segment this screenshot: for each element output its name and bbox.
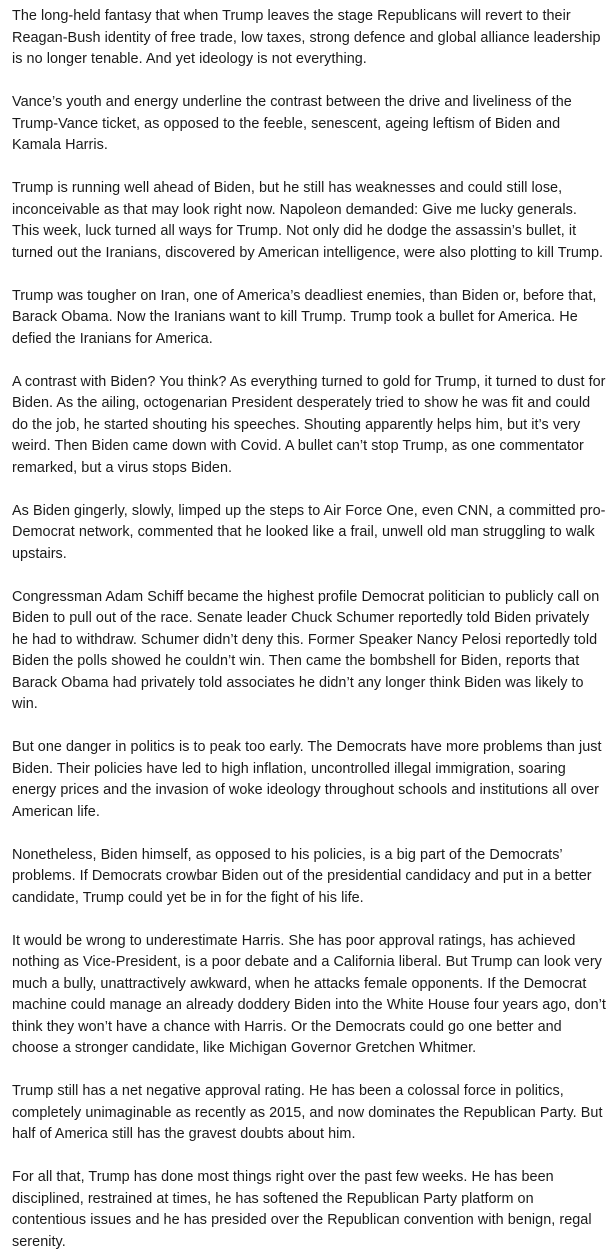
article-paragraph: Trump was tougher on Iran, one of America’s deadliest enemies, than Biden or, before that, Barack Obama. Now the Iranians want to kill Trump. Trump took a bullet for America. He defied the Iranians for America.: [12, 287, 597, 347]
article-paragraph: Vance’s youth and energy underline the contrast between the drive and liveliness of the Trump-Vance ticket, as opposed to the feeble, senescent, ageing leftism of Biden and Kamala Harris.: [12, 94, 572, 153]
article-paragraph: For all that, Trump has done most things right over the past few weeks. He has been disciplined, restrained at times, he has softened the Republican Party platform on contentious issues and he has presided over the Republican convention with benign, regal serenity.: [12, 1169, 592, 1250]
article-paragraph: But one danger in politics is to peak too early. The Democrats have more problems than just Biden. Their policies have led to high inflation, uncontrolled illegal immigration, soaring energy prices and the invasion of woke ideology throughout schools and institutions all over American life.: [12, 739, 602, 820]
article-paragraph: As Biden gingerly, slowly, limped up the steps to Air Force One, even CNN, a committed pro-Democrat network, commented that he looked like a frail, unwell old man struggling to walk upstairs.: [12, 502, 606, 562]
article-paragraph: Congressman Adam Schiff became the highest profile Democrat politician to publicly call on Biden to pull out of the race. Senate leader Chuck Schumer reportedly told Biden privately he had to withdraw. Schumer didn’t deny this. Former Speaker Nancy Pelosi reportedly told Biden the polls showed he couldn’t win. Then came the bombshell for Biden, reports that Barack Obama had privately told associates he didn’t any longer think Biden was likely to win.: [12, 588, 600, 712]
article-paragraph: Trump is running well ahead of Biden, but he still has weaknesses and could still lose, inconceivable as that may look right now. Napoleon demanded: Give me lucky generals. This week, luck turned all ways for Trump. Not only did he dodge the assassin’s bullet, it turned out the Iranians, discovered by American intelligence, were also plotting to kill Trump.: [12, 180, 604, 261]
article-body: [12, 6, 608, 1253]
article-paragraph: The long-held fantasy that when Trump leaves the stage Republicans will revert to their Reagan-Bush identity of free trade, low taxes, strong defence and global alliance leadership is no longer tenable. And yet ideology is not everything.: [12, 8, 601, 67]
article-paragraph: It would be wrong to underestimate Harris. She has poor approval ratings, has achieved nothing as Vice-President, is a poor debate and a California liberal. But Trump can look very much a bully, unattractively awkward, when he attacks female opponents. If the Democrat machine could manage an already doddery Biden into the White House four years ago, don’t think they won’t have a chance with Harris. Or the Democrats could go one better and choose a stronger candidate, like Michigan Governor Gretchen Whitmer.: [12, 932, 606, 1056]
article-paragraph: Trump still has a net negative approval rating. He has been a colossal force in politics, completely unimaginable as recently as 2015, and now dominates the Republican Party. But half of America still has the gravest doubts about him.: [12, 1083, 603, 1142]
article-paragraph: A contrast with Biden? You think? As everything turned to gold for Trump, it turned to dust for Biden. As the ailing, octogenarian President desperately tried to show he was fit and could do the job, he started shouting his speeches. Shouting apparently helps him, but it’s very weird. Then Biden came down with Covid. A bullet can’t stop Trump, as one commentator remarked, but a virus stops Biden.: [12, 373, 606, 476]
article-paragraph: Nonetheless, Biden himself, as opposed to his policies, is a big part of the Democrats’ problems. If Democrats crowbar Biden out of the presidential candidacy and put in a better candidate, Trump could yet be in for the fight of his life.: [12, 846, 592, 906]
